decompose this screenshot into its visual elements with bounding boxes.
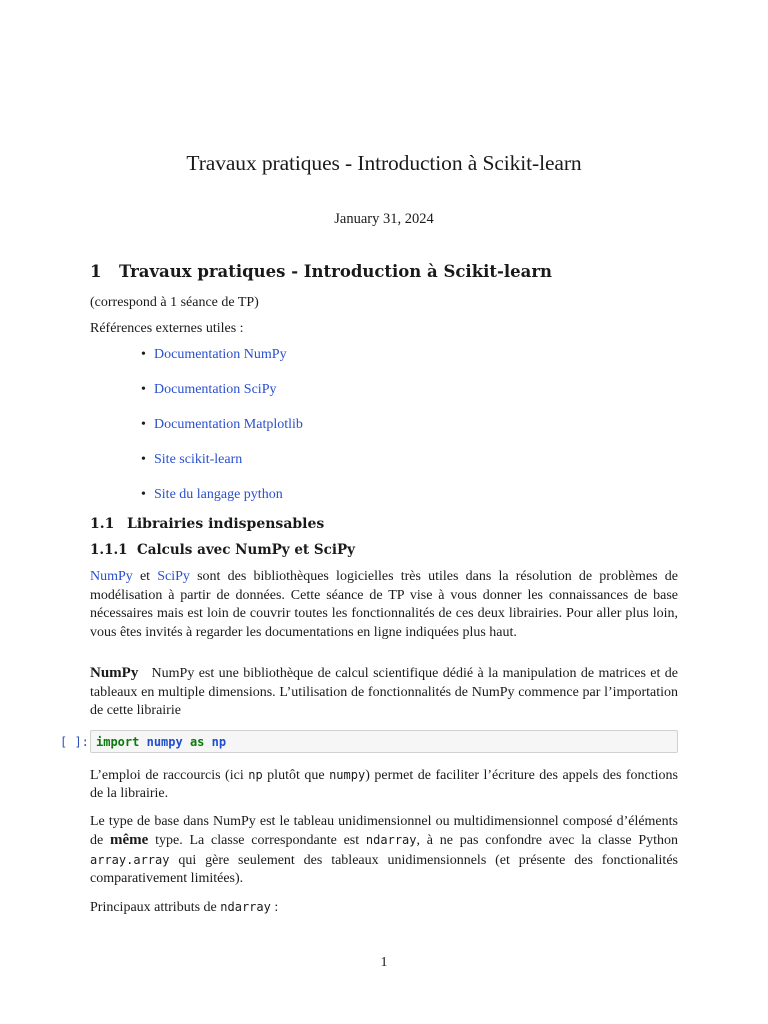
list-item [90, 381, 678, 416]
section-title: Librairies indispensables [127, 516, 325, 532]
inline-code: ndarray [365, 833, 417, 847]
text-span: et [132, 569, 158, 584]
list-item [90, 346, 678, 381]
shortcut-paragraph [90, 766, 678, 804]
text-span: , à ne pas confondre avec la classe Python [416, 833, 678, 848]
document-body [60, 262, 678, 917]
code-keyword: import [96, 734, 140, 749]
inline-code: numpy [329, 767, 366, 782]
code-cell[interactable] [60, 730, 678, 753]
document-date: January 31, 2024 [334, 211, 434, 227]
text-span: NumPy est une bibliothèque de calcul scientifique dédié à la manipulation de matrices et de tableaux en multiple dimensions. L’utilisation de fonctionnalités de NumPy commence par l’importation de cette librairie [90, 666, 678, 718]
section-title: Calculs avec NumPy et SciPy [137, 542, 355, 558]
code-keyword: as [189, 734, 205, 749]
text-span: type. La classe correspondante est [148, 833, 366, 848]
intro-text: (correspond à 1 séance de TP) [90, 295, 259, 310]
text-span: : [270, 899, 279, 915]
reference-list [90, 346, 678, 515]
page-number: 1 [380, 955, 388, 970]
list-item [90, 486, 678, 515]
link-scipy-docs[interactable]: Documentation SciPy [154, 382, 277, 397]
inline-code: ndarray [220, 899, 271, 914]
section-number: 1.1.1 [90, 542, 128, 558]
numpy-intro-paragraph [90, 664, 678, 721]
document-title: Travaux pratiques - Introduction à Scikit-learn [186, 151, 582, 175]
section-title: Travaux pratiques - Introduction à Scikit-learn [119, 262, 553, 281]
attributes-paragraph [90, 898, 678, 918]
section-number: 1 [90, 262, 102, 281]
bullet-icon: • [141, 417, 146, 432]
references-label: Références externes utiles : [90, 320, 244, 336]
inline-code: array.array [90, 852, 170, 867]
link-scipy[interactable]: SciPy [157, 569, 190, 584]
text-span: ) permet de faciliter l’écriture des appels des fonctions de la librairie. [90, 767, 678, 801]
bullet-icon: • [141, 382, 146, 397]
section-heading-1-1-1 [90, 541, 678, 559]
text-span: plutôt que [262, 767, 330, 783]
list-item [90, 451, 678, 486]
inline-code: np [248, 767, 263, 782]
section-number: 1.1 [90, 516, 115, 532]
text-span: sont des bibliothèques logicielles très utiles dans la résolution de problèmes de modélisation à partir de données. Cette séance de TP vise à vous donner les connaissances de base nécessaires mais est loin de couvrir toutes les fonctionnalités de ces deux librairies. Pour aller plus loin, vous êtes invités à regarder les documentations en ligne indiquées plus haut. [90, 569, 678, 640]
numpy-paragraph-heading: NumPy [90, 665, 139, 681]
link-matplotlib-docs[interactable]: Documentation Matplotlib [154, 417, 303, 432]
numpy-scipy-paragraph [90, 568, 678, 642]
bullet-icon: • [141, 452, 146, 467]
cell-prompt: [ ]: [60, 734, 89, 749]
text-span: Le type de base dans NumPy est le tableau unidimensionnel ou multidimensionnel composé d’éléments de [90, 813, 678, 848]
list-item [90, 416, 678, 451]
link-scikit-learn-site[interactable]: Site scikit-learn [154, 452, 243, 467]
link-numpy-docs[interactable]: Documentation NumPy [154, 347, 287, 362]
code-alias: np [211, 734, 227, 749]
bullet-icon: • [141, 487, 146, 502]
link-python-site[interactable]: Site du langage python [154, 487, 283, 502]
section-heading-1-1 [90, 515, 678, 533]
text-span: qui gère seulement des tableaux unidimensionnels (et présente des fonctionalités comparativement limitées). [90, 852, 678, 886]
text-span: Principaux attributs de [90, 899, 221, 915]
section-heading-1 [90, 262, 678, 282]
bold-text: même [110, 832, 149, 848]
code-module: numpy [146, 734, 183, 749]
bullet-icon: • [141, 347, 146, 362]
text-span [138, 666, 151, 681]
link-numpy[interactable]: NumPy [90, 569, 133, 584]
ndarray-paragraph [90, 813, 678, 889]
text-span: L’emploi de raccourcis (ici [90, 767, 249, 783]
